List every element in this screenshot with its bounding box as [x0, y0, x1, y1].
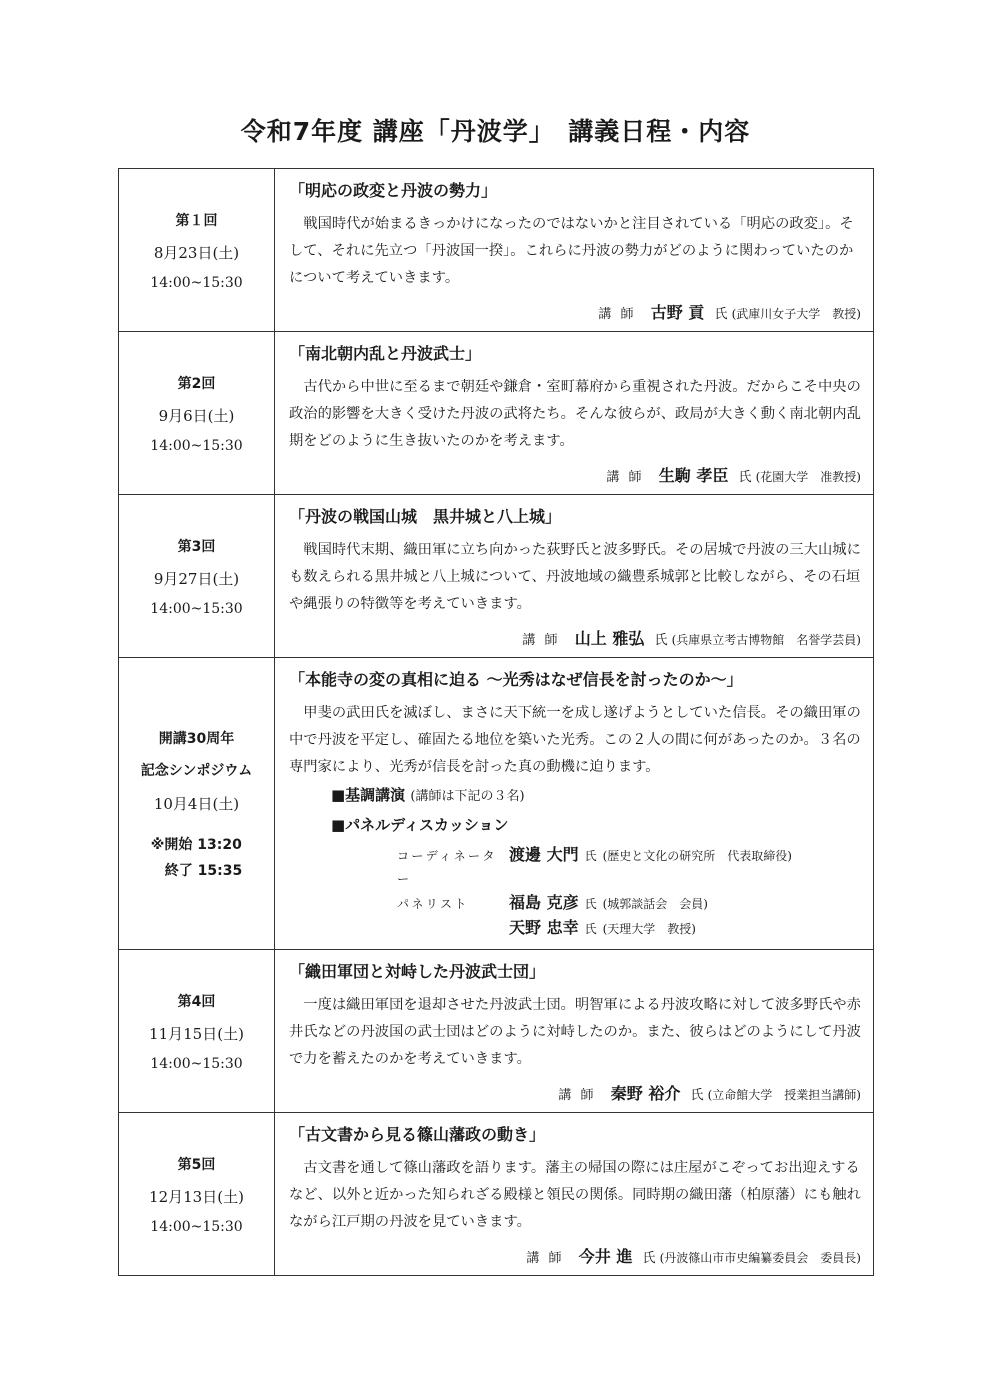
lecturer-affiliation: (花園大学 准教授)	[755, 470, 861, 484]
lecturer-name: 生駒 孝臣	[658, 466, 729, 485]
panelist-name: 渡邊 大門	[509, 845, 579, 864]
session-label: 第4回	[177, 993, 216, 1010]
symposium-time	[151, 832, 242, 884]
panelist-affiliation: (天理大学 教授)	[602, 922, 696, 936]
session-info	[119, 950, 275, 1113]
panelist-honorific: 氏	[584, 922, 597, 936]
session-content	[275, 495, 874, 658]
panelist-role: コーディネーター	[397, 849, 497, 886]
lecturer	[289, 1244, 861, 1267]
session-time: 14:00~15:30	[150, 1218, 243, 1235]
session-time: 14:00~15:30	[150, 274, 243, 291]
lecturer	[289, 1081, 861, 1104]
keynote-heading	[331, 781, 861, 811]
session-time: 14:00~15:30	[150, 437, 243, 454]
lecturer-role: 講師	[522, 633, 567, 648]
panel-heading: ■パネルディスカッション	[331, 816, 509, 834]
lecturer-name: 古野 貢	[650, 303, 705, 322]
session-content	[275, 1113, 874, 1276]
symposium-label-1: 開講30周年	[158, 731, 235, 747]
session-content	[275, 332, 874, 495]
lecture-title: 「南北朝内乱と丹波武士」	[289, 344, 482, 363]
lecturer-name: 秦野 裕介	[610, 1084, 681, 1103]
lecture-description: 戦国時代が始まるきっかけになったのではないかと注目されている「明応の政変」。そして、それに先立つ「丹波国一揆」。これらに丹波の勢力がどのように関わっていたのかについて考えていきます。	[289, 216, 854, 286]
symposium-row	[119, 658, 874, 950]
lecturer	[289, 626, 861, 649]
session-date: 11月15日(土)	[149, 1024, 244, 1043]
symposium-end: 終了 15:35	[150, 863, 243, 879]
panelist-row	[289, 843, 861, 891]
lecture-description: 古代から中世に至るまで朝廷や鎌倉・室町幕府から重視された丹波。だからこそ中央の政治的影響を大きく受けた丹波の武将たち。そんな彼らが、政局が大きく動く南北朝内乱期をどのように生き抜いたのかを考えます。	[289, 379, 861, 449]
lecturer-honorific: 氏	[690, 1088, 704, 1103]
session-content	[275, 169, 874, 332]
lecture-description: 古文書を通して篠山藩政を語ります。藩主の帰国の際には庄屋がこぞってお出迎えするなど、以外と近かった知られざる殿様と領民の関係。同時期の織田藩（柏原藩）にも触れながら江戸期の丹波を見ていきます。	[289, 1160, 861, 1230]
lecture-title: 「古文書から見る篠山藩政の動き」	[289, 1125, 546, 1144]
session-row	[119, 169, 874, 332]
symposium-title: 「本能寺の変の真相に迫る ～光秀はなぜ信長を討ったのか～」	[289, 670, 743, 689]
panelist-role: パネリスト	[397, 897, 469, 911]
session-row	[119, 332, 874, 495]
lecturer-affiliation: (丹波篠山市市史編纂委員会 委員長)	[659, 1251, 861, 1265]
schedule-table	[118, 168, 874, 1276]
session-row	[119, 495, 874, 658]
lecturer-role: 講師	[606, 470, 651, 485]
symposium-description: 甲斐の武田氏を滅ぼし、まさに天下統一を成し遂げようとしていた信長。その織田軍の中で丹波を平定し、確固たる地位を築いた光秀。この２人の間に何があったのか。３名の専門家により、光秀が信長を討った真の動機に迫ります。	[289, 705, 861, 775]
panelist-honorific: 氏	[584, 897, 597, 911]
session-label: 第2回	[177, 375, 216, 392]
session-row	[119, 950, 874, 1113]
lecturer	[289, 300, 861, 323]
panelist-name: 天野 忠幸	[509, 918, 579, 937]
lecture-title: 「丹波の戦国山城 黒井城と八上城」	[289, 507, 562, 526]
lecturer-affiliation: (兵庫県立考古博物館 名誉学芸員)	[671, 633, 861, 647]
session-info	[119, 1113, 275, 1276]
session-time: 14:00~15:30	[150, 1055, 243, 1072]
symposium-start: ※開始 13:20	[150, 837, 242, 853]
panelist-row	[289, 891, 861, 916]
lecturer-honorific: 氏	[642, 1251, 656, 1266]
session-info	[119, 332, 275, 495]
session-date: 9月27日(土)	[153, 569, 240, 588]
lecturer-honorific: 氏	[738, 470, 752, 485]
lecturer-role: 講師	[598, 307, 643, 322]
session-label: 第5回	[177, 1156, 216, 1173]
symposium-info	[119, 658, 275, 950]
lecturer-name: 今井 進	[578, 1247, 633, 1266]
lecture-description: 戦国時代末期、織田軍に立ち向かった荻野氏と波多野氏。その居城で丹波の三大山城にも数えられる黒井城と八上城について、丹波地域の織豊系城郭と比較しながら、その石垣や縄張りの特徴等を考えていきます。	[289, 542, 861, 612]
panelist-affiliation: (城郭談話会 会員)	[602, 897, 708, 911]
symposium-date: 10月4日(土)	[153, 795, 240, 813]
lecturer-role: 講師	[558, 1088, 603, 1103]
session-info	[119, 495, 275, 658]
lecturer-affiliation: (武庫川女子大学 教授)	[731, 307, 861, 321]
symposium-label-2: 記念シンポジウム	[140, 763, 253, 779]
symposium-content	[275, 658, 874, 950]
session-row	[119, 1113, 874, 1276]
session-time: 14:00~15:30	[150, 600, 243, 617]
session-label: 第１回	[175, 212, 218, 229]
keynote-label: ■基調講演	[331, 786, 406, 804]
page-title: 令和7年度 講座「丹波学」 講義日程・内容	[240, 117, 751, 146]
panelist-list	[289, 843, 861, 941]
session-date: 9月6日(土)	[158, 406, 235, 425]
lecture-title: 「織田軍団と対峙した丹波武士団」	[289, 962, 546, 981]
lecturer-affiliation: (立命館大学 授業担当講師)	[707, 1088, 861, 1102]
lecturer-honorific: 氏	[714, 307, 728, 322]
lecture-title: 「明応の政変と丹波の勢力」	[289, 181, 498, 200]
lecturer-role: 講師	[526, 1251, 571, 1266]
session-info	[119, 169, 275, 332]
session-label: 第3回	[177, 538, 216, 555]
panelist-honorific: 氏	[584, 849, 597, 863]
lecture-description: 一度は織田軍団を退却させた丹波武士団。明智軍による丹波攻略に対して波多野氏や赤井氏などの丹波国の武士団はどのように対峙したのか。また、彼らはどのようにして丹波で力を蓄えたのかを考えていきます。	[289, 997, 861, 1067]
keynote-note: (講師は下記の３名)	[410, 789, 525, 804]
lecturer-name: 山上 雅弘	[574, 629, 645, 648]
session-date: 8月23日(土)	[153, 243, 240, 262]
panelist-row	[289, 916, 861, 941]
lecturer-honorific: 氏	[654, 633, 668, 648]
panelist-affiliation: (歴史と文化の研究所 代表取締役)	[602, 849, 792, 863]
panelist-name: 福島 克彦	[509, 893, 579, 912]
lecturer	[289, 463, 861, 486]
session-date: 12月13日(土)	[149, 1187, 244, 1206]
session-content	[275, 950, 874, 1113]
